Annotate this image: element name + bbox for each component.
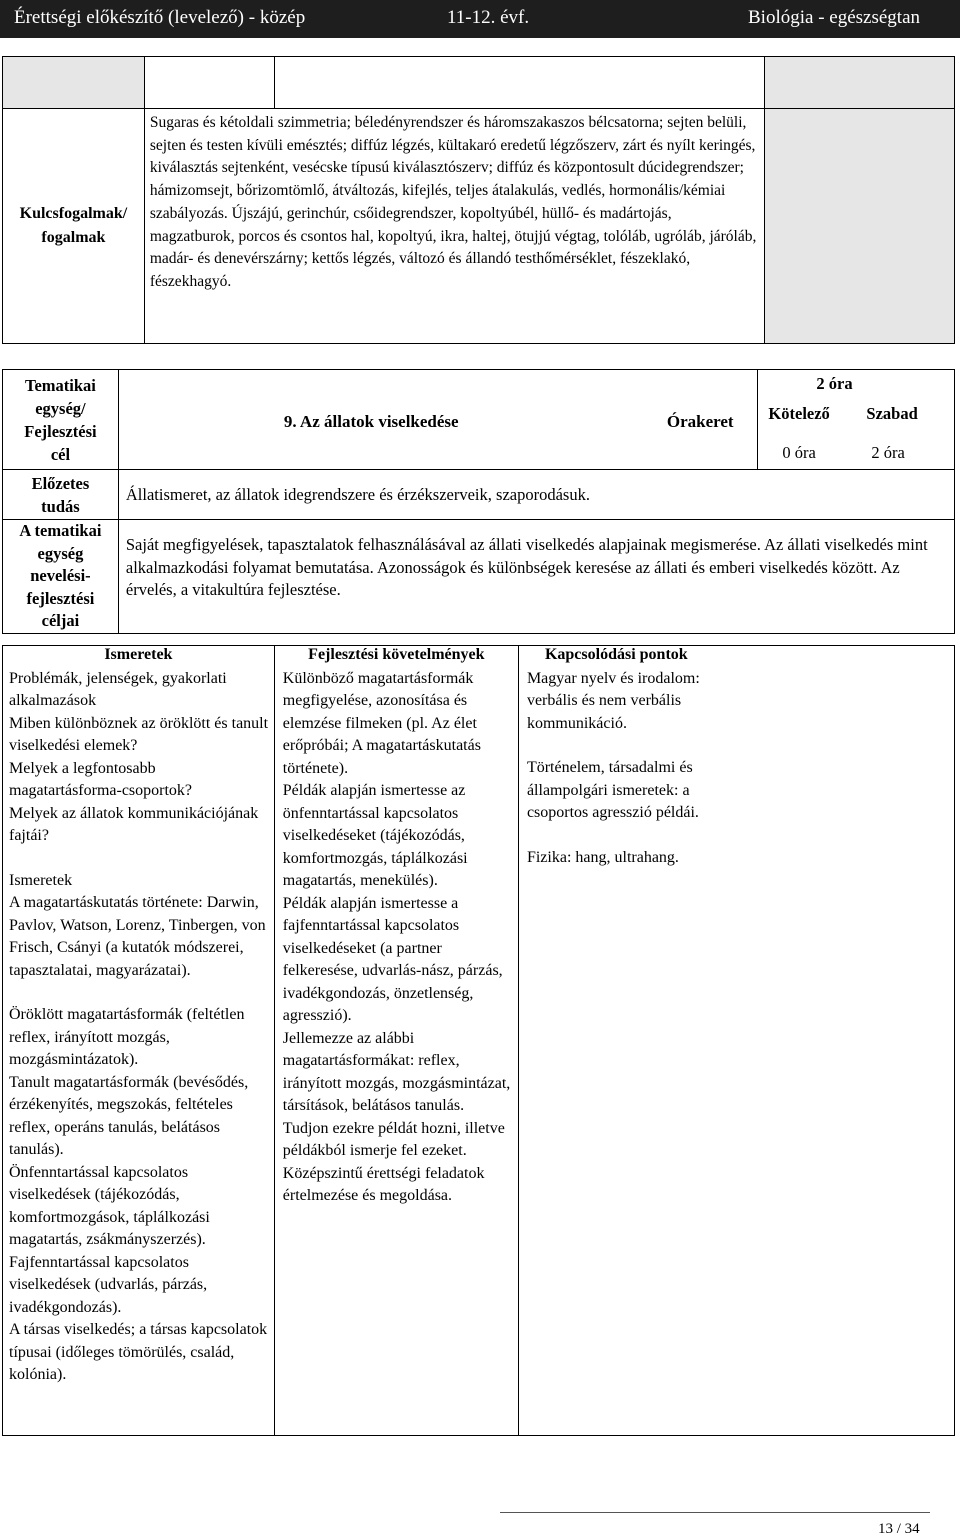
fejlesztesi-column: Különböző magatartásformák megfigyelése, azonosítása és elemzése filmeken (pl. Az élet erőpróbái; A magatartáskutatás története). Példák alapján ismertesse az önfenntartással kapcsolatos viselkedéseket (tájékozódás, komfortmozgás, táplálkozási magatartás, menekülés). Példák alapján ismertesse a fajfenntartással kapcsolatos viselkedéseket (a partner felkeresése, udvarlás-nász, párzás, ivadékgondozás, önzetlenség, agresszió). Jellemezze az alábbi magatartásformákat: reflex, irányított mozgás, mozgásmintázat, társítások, belátásos tanulás. Tudjon ezekre példát hozni, illetve példákból ismerje fel ezeket. Középszintű érettségi feladatok értelmezése és megoldása.: [274, 668, 518, 1436]
header-course: Érettségi előkészítő (levelező) - közép: [14, 7, 306, 28]
hours-cell: [758, 370, 955, 470]
col-header-fejlesztesi: Fejlesztési követelmények: [274, 646, 518, 668]
col-header-kapcsolodasi: Kapcsolódási pontok: [518, 646, 954, 668]
prior-text: Állatismeret, az állatok idegrendszere és érzékszerveik, szaporodásuk.: [118, 470, 954, 520]
goals-text: Saját megfigyelések, tapasztalatok felhasználásával az állati viselkedés alapjainak megismerése. Az állati viselkedés mint alkalmazkodási folyamat bemutatása. Azonosságok és különbségek keresése az állati és emberi viselkedés között. Az érvelés, a vitakultúra fejlesztése.: [118, 520, 954, 634]
orakeret-label: Órakeret: [666, 412, 734, 431]
ismeretek-forms: Öröklött magatartásformák (feltétlen reflex, irányított mozgás, mozgásmintázatok). Tanult magatartásformák (bevésődés, érzékenyítés, megszokás, feltételes reflex, operáns tanulás, belátásos tanulás). Önfenntartással kapcsolatos viselkedések (tájékozódás, komfortmozgások, táplálkozási magatartás, zsákmányszerzés). Fajfenntartással kapcsolatos viselkedések (udvarlás, párzás, ivadékgondozás). A társas viselkedés; a társas kapcsolatok típusai (időleges tömörülés, család, kolónia).: [9, 1006, 268, 1383]
goals-label: A tematikai egység nevelési- fejlesztési céljai: [3, 520, 119, 634]
page-number: 13 / 34: [878, 1521, 920, 1537]
concepts-table: [2, 56, 955, 344]
concepts-text: Sugaras és kétoldali szimmetria; béledényrendszer és háromszakaszos bélcsatorna; sejten belüli, sejten és testen kívüli emésztés; diffúz légzés, kültakaró eredetű légzőszerv, zárt és nyílt keringés, kiválasztás sejtenként, vesécske típusú kiválasztószerv; diffúz és központosult dúcidegrendszer; hámizomsejt, bőrizomtömlő, átváltozás, kifejlés, teljes átalakulás, vedlés, hormonális/kémiai szabályozás. Újszájú, gerinchúr, csőidegrendszer, kopoltyúbél, hüllő- és madártojás, magzatburok, porcos és csontos hal, kopoltyú, ikra, haltej, ötujjú végtag, tolóláb, ugróláb, járóláb, madár- és denevérszárny; kettős légzés, változó és állandó testhőmérséklet, fészeklakó, fészekhagyó.: [144, 109, 764, 344]
header-subject: Biológia - egészségtan: [748, 7, 921, 28]
prior-label: Előzetes tudás: [3, 470, 119, 520]
kotelezo-label: Kötelező: [768, 404, 830, 423]
footer-rule: [500, 1512, 930, 1513]
col-header-ismeretek: Ismeretek: [3, 646, 275, 668]
unit-label: Tematikai egység/ Fejlesztési cél: [3, 370, 119, 470]
concepts-label: Kulcsfogalmak/ fogalmak: [3, 109, 145, 344]
header-grade: 11-12. évf.: [447, 7, 530, 28]
hours-total: 2 óra: [816, 374, 853, 393]
ismeretek-column: [3, 668, 275, 1436]
szabad-label: Szabad: [866, 404, 918, 423]
unit-table: [2, 369, 955, 634]
ismeretek-problems: Problémák, jelenségek, gyakorlati alkalmazások Miben különböznek az öröklött és tanult viselkedési elemek? Melyek a legfontosabb magatartásforma-csoportok? Melyek az állatok kommunikációjának fajtái?: [9, 669, 269, 844]
unit-title: 9. Az állatok viselkedése: [283, 412, 459, 431]
page-header: [0, 0, 960, 38]
content-table: [2, 645, 955, 1436]
unit-title-cell: [118, 370, 758, 470]
ismeretek-history: Ismeretek A magatartáskutatás története: Darwin, Pavlov, Watson, Lorenz, Tinbergen, von Frisch, Csányi (a kutatók módszerei, tapasztalatai, magyarázatai).: [9, 871, 266, 979]
kotelezo-value: 0 óra: [782, 443, 816, 462]
szabad-value: 2 óra: [871, 443, 905, 462]
kapcsolodasi-column: Magyar nyelv és irodalom: verbális és nem verbális kommunikáció. Történelem, társadalmi és állampolgári ismeretek: a csoportos agresszió példái. Fizika: hang, ultrahang.: [518, 668, 954, 1436]
